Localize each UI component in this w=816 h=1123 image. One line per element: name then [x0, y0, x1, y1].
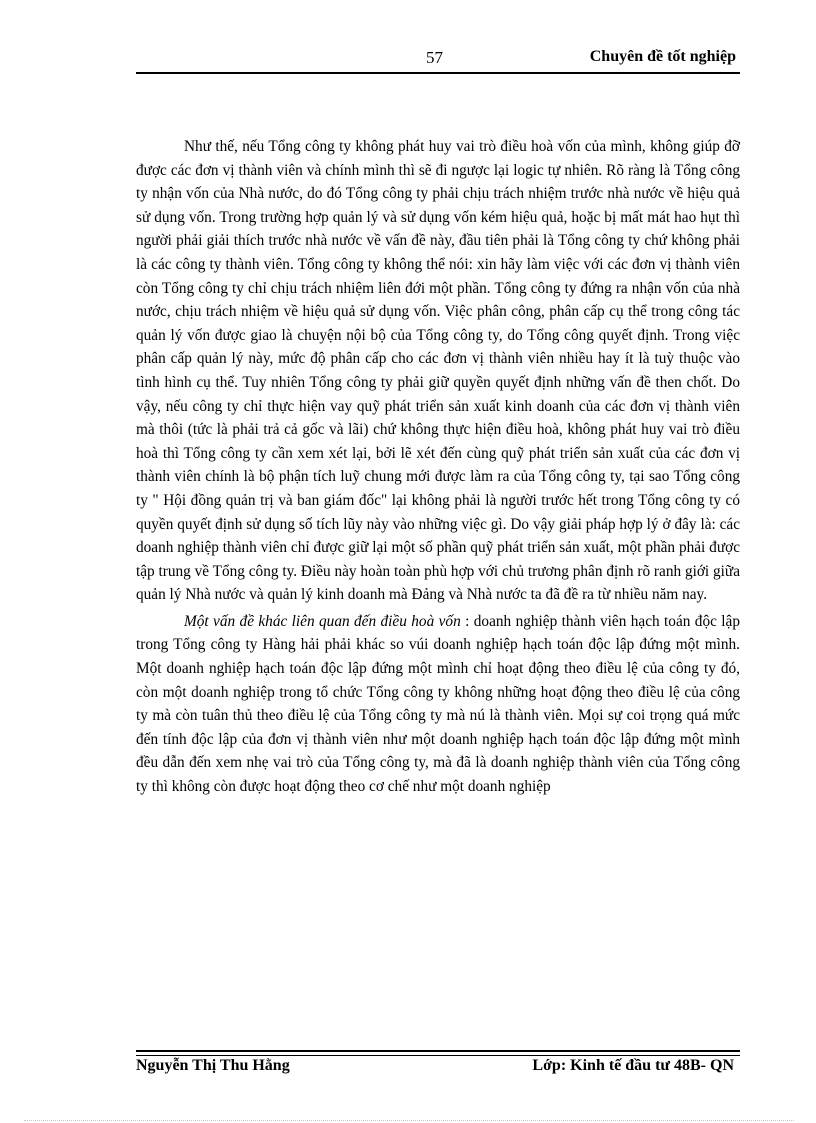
- page-number: 57: [426, 48, 443, 67]
- footer-divider-thin: [136, 1055, 740, 1056]
- header-title: Chuyên đề tốt nghiệp: [589, 48, 736, 65]
- document-body: [136, 135, 740, 799]
- footer-class-info: Lớp: Kinh tế đầu tư 48B- QN: [532, 1057, 734, 1074]
- header-divider: [136, 72, 740, 74]
- paragraph-text: : doanh nghiệp thành viên hạch toán độc lập trong Tổng công ty Hàng hải phải khác so vúi doanh nghiệp hạch toán độc lập đứng một mình. Một doanh nghiệp hạch toán độc lập đứng một mình chỉ hoạt động theo điều lệ của công ty đó, còn một doanh nghiệp trong tổ chức Tổng công ty không những hoạt động theo điều lệ của công ty mà còn tuân thủ theo điều lệ của Tổng công ty mà nú là thành viên. Mọi sự coi trọng quá mức đến tính độc lập của đơn vị thành viên như một doanh nghiệp hạch toán độc lập đứng một mình đều dẫn đến xem nhẹ vai trò của Tổng công ty, mà đã là doanh nghiệp thành viên của Tổng công ty thì không còn được hoạt động theo cơ chế như một doanh nghiệp: [136, 612, 740, 796]
- paragraph: Như thế, nếu Tổng công ty không phát huy vai trò điều hoà vốn của mình, không giúp đỡ được các đơn vị thành viên và chính mình thì sẽ đi ngược lại logic tự nhiên. Rõ ràng là Tổng công ty nhận vốn của Nhà nước, do đó Tổng công ty phải chịu trách nhiệm trước nhà nước về hiệu quả sử dụng vốn. Trong trường hợp quản lý và sử dụng vốn kém hiệu quả, hoặc bị mất mát hao hụt thì người phải giải thích trước nhà nước về vấn đề này, đầu tiên phải là Tổng công ty chứ không phải là các công ty thành viên. Tổng công ty không thể nói: xin hãy làm việc với các đơn vị thành viên còn Tổng công ty chỉ chịu trách nhiệm liên đới một phần. Tổng công ty đứng ra nhận vốn của nhà nước, chịu trách nhiệm về hiệu quả sử dụng vốn. Việc phân công, phân cấp cụ thể trong công tác quản lý vốn được giao là chuyện nội bộ của Tổng công ty, do Tổng công quyết định. Trong việc phân cấp quản lý này, mức độ phân cấp cho các đơn vị thành viên nhiều hay ít là tuỳ thuộc vào tình hình cụ thể. Tuy nhiên Tổng công ty phải giữ quyền quyết định những vấn đề then chốt. Do vậy, nếu công ty chỉ thực hiện vay quỹ phát triển sản xuất kinh doanh của các đơn vị thành viên mà thôi (tức là phải trả cả gốc và lãi) chứ không thực hiện điều hoà, không phát huy vai trò điều hoà thì Tổng công ty cần xem xét lại, bởi lẽ xét đến cùng quỹ phát triển sản xuất của các đơn vị thành viên chính là bộ phận tích luỹ chung mới được làm ra của Tổng công ty, tại sao Tổng công ty " Hội đồng quản trị và ban giám đốc" lại không phải là người trước hết trong Tổng công ty có quyền quyết định sử dụng số tích lũy này vào những việc gì. Do vậy giải pháp hợp lý ở đây là: các doanh nghiệp thành viên chỉ được giữ lại một số phần quỹ phát triển sản xuất, một phần phải được tập trung về Tổng công ty. Điều này hoàn toàn phù hợp với chủ trương phân định rõ ranh giới giữa quản lý Nhà nước và quản lý kinh doanh mà Đảng và Nhà nước ta đã đề ra từ nhiều năm nay.: [136, 138, 740, 604]
- paragraph: [136, 610, 740, 799]
- paragraph-emphasis: Một vấn đề khác liên quan đến điều hoà vốn: [184, 612, 461, 630]
- footer-divider-thick: [136, 1050, 740, 1052]
- page-edge: [24, 1120, 794, 1121]
- footer-author: Nguyễn Thị Thu Hằng: [136, 1057, 290, 1074]
- page-header: [136, 48, 740, 70]
- page-footer: [136, 1057, 740, 1081]
